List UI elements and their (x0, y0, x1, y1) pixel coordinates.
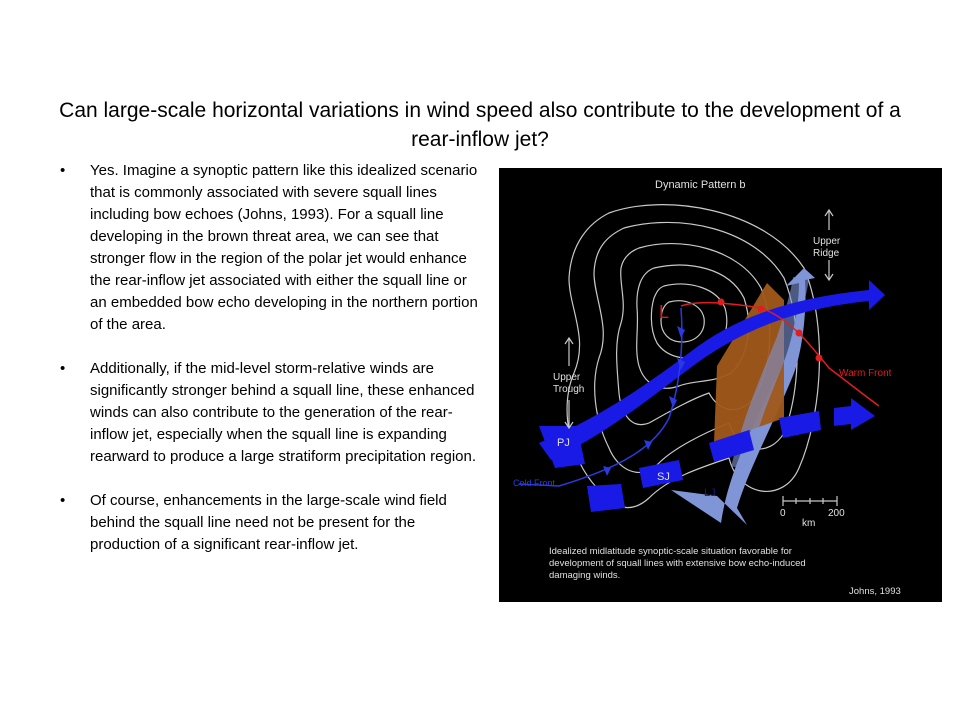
polar-jet-label: PJ (557, 437, 570, 449)
bullet-item (60, 160, 480, 336)
figure-credit: Johns, 1993 (849, 586, 901, 597)
bullet-text: Yes. Imagine a synoptic pattern like this idealized scenario that is commonly associated with severe squall lines including bow echoes (Johns, 1993). For a squall line developing in the brown threat area, we can see that stronger flow in the region of the polar jet would enhance the rear-inflow jet associated with either the squall line or an embedded bow echo developing in the northern portion of the area. (90, 162, 478, 333)
diagram-title: Dynamic Pattern b (655, 179, 746, 191)
bullet-list (60, 160, 480, 578)
scale-unit-label: km (802, 518, 816, 529)
caption-line: damaging winds. (549, 570, 621, 581)
warm-front-dot (758, 306, 765, 313)
upper-ridge-label: Ridge (813, 248, 840, 259)
upper-ridge-label: Upper (813, 236, 841, 247)
caption-line: Idealized midlatitude synoptic-scale situation favorable for (549, 546, 792, 557)
jet-segment (587, 484, 625, 512)
bullet-item (60, 358, 480, 468)
bullet-symbol: • (60, 162, 66, 179)
warm-front-dot (816, 355, 823, 362)
scale-max-label: 200 (828, 508, 845, 519)
warm-front-dot (796, 330, 803, 337)
bullet-symbol: • (60, 360, 66, 377)
bullet-text: Additionally, if the mid-level storm-relative winds are significantly stronger behind a squall line, these enhanced winds can also contribute to the generation of the rear-inflow jet, especially when the squall line is expanding rearward to produce a large stratiform precipitation region. (90, 360, 477, 465)
cold-front-label: Cold Front (513, 478, 556, 488)
scale-min-label: 0 (780, 508, 786, 519)
synoptic-pattern-diagram (499, 168, 942, 602)
upper-trough-label: Trough (553, 384, 585, 395)
caption-line: development of squall lines with extensive bow echo-induced (549, 558, 806, 569)
subtropical-jet-label: SJ (657, 471, 670, 483)
bullet-text: Of course, enhancements in the large-scale wind field behind the squall line need not be present for the production of a significant rear-inflow jet. (90, 492, 447, 553)
bullet-symbol: • (60, 492, 66, 509)
bullet-item (60, 490, 480, 556)
warm-front-label: Warm Front (839, 368, 892, 379)
warm-front-dot (718, 299, 725, 306)
upper-trough-label: Upper (553, 372, 581, 383)
low-level-jet-label: LJ (704, 487, 716, 499)
low-pressure-label: L (659, 302, 670, 322)
slide-title: Can large-scale horizontal variations in wind speed also contribute to the development of a rear-inflow jet? (59, 99, 901, 151)
